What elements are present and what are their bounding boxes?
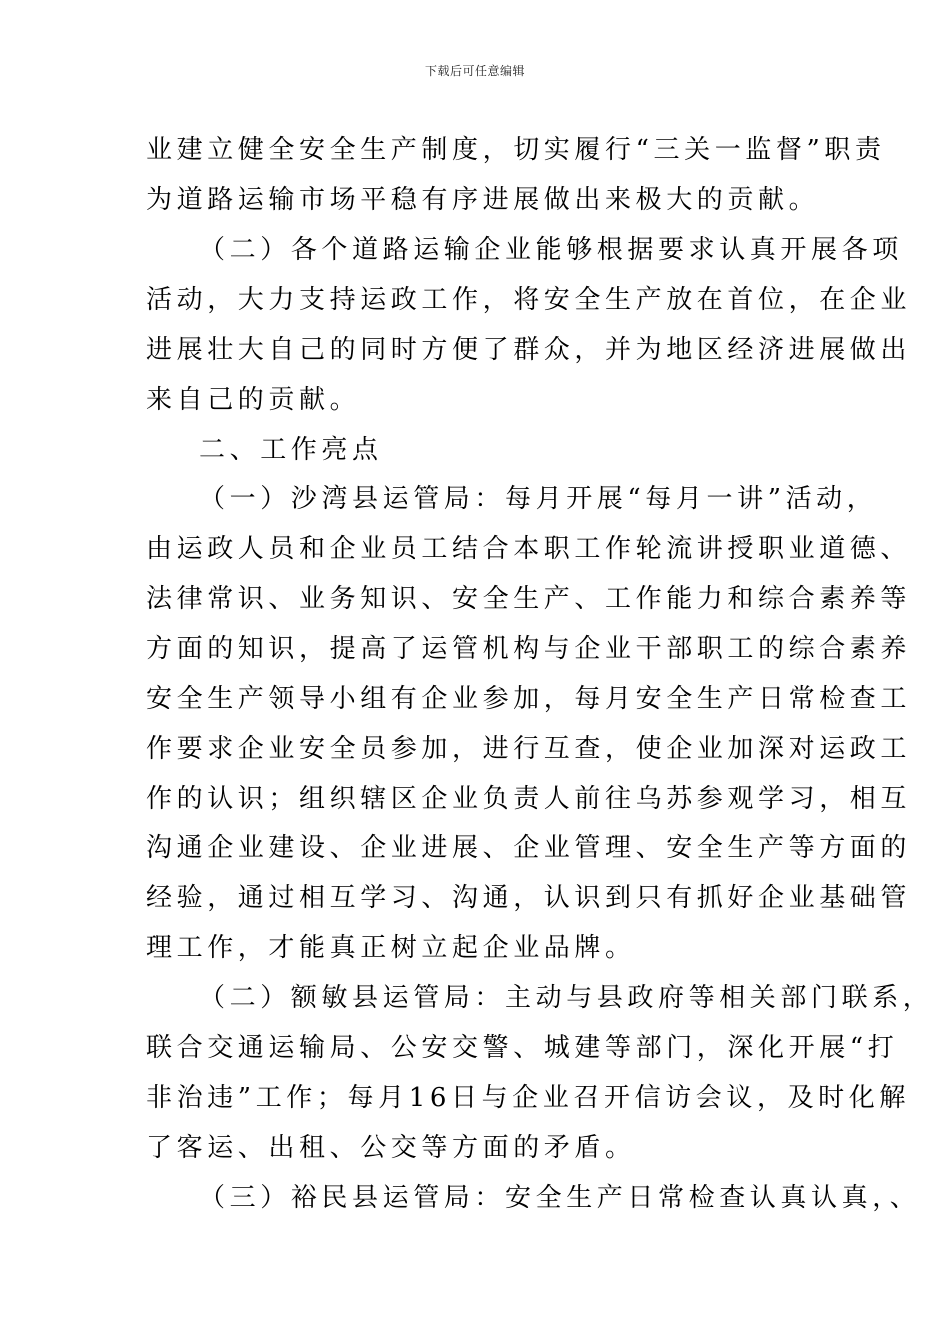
body-text-line: 非治违”工作；每月16日与企业召开信访会议，及时化解 — [146, 1083, 910, 1113]
body-text-line: （三）裕民县运管局：安全生产日常检查认真认真，、 — [199, 1183, 921, 1213]
body-text-line: 作要求企业安全员参加，进行互查，使企业加深对运政工 — [146, 734, 912, 764]
body-text-line: 法律常识、业务知识、安全生产、工作能力和综合素养等 — [146, 584, 912, 614]
body-text-line: 了客运、出租、公交等方面的矛盾。 — [146, 1133, 636, 1163]
body-text-line: 为道路运输市场平稳有序进展做出来极大的贡献。 — [146, 185, 820, 215]
body-text-line: 联合交通运输局、公安交警、城建等部门，深化开展“打 — [146, 1033, 899, 1063]
body-text-line: 由运政人员和企业员工结合本职工作轮流讲授职业道德、 — [146, 534, 912, 564]
body-text-line: （一）沙湾县运管局：每月开展“每月一讲”活动， — [199, 484, 878, 514]
body-text-line: 方面的知识，提高了运管机构与企业干部职工的综合素养 — [146, 634, 912, 664]
body-text-line: 安全生产领导小组有企业参加，每月安全生产日常检查工 — [146, 684, 912, 714]
body-text-line: 业建立健全安全生产制度，切实履行“三关一监督”职责 — [146, 135, 886, 165]
section-heading: 二、工作亮点 — [199, 435, 383, 465]
body-text-line: 活动，大力支持运政工作，将安全生产放在首位，在企业 — [146, 285, 912, 315]
body-text-line: 理工作，才能真正树立起企业品牌。 — [146, 933, 636, 963]
body-text-line: 作的认识；组织辖区企业负责人前往乌苏参观学习，相互 — [146, 784, 912, 814]
body-text-line: （二）各个道路运输企业能够根据要求认真开展各项 — [199, 235, 903, 265]
body-text-line: 进展壮大自己的同时方便了群众，并为地区经济进展做出 — [146, 335, 912, 365]
page-header: 下载后可任意编辑 — [424, 64, 525, 78]
body-text-line: 沟通企业建设、企业进展、企业管理、安全生产等方面的 — [146, 833, 912, 863]
body-text-line: 经验，通过相互学习、沟通，认识到只有抓好企业基础管 — [146, 883, 912, 913]
body-text-line: 来自己的贡献。 — [146, 385, 361, 415]
body-text-line: （二）额敏县运管局：主动与县政府等相关部门联系， — [199, 983, 934, 1013]
